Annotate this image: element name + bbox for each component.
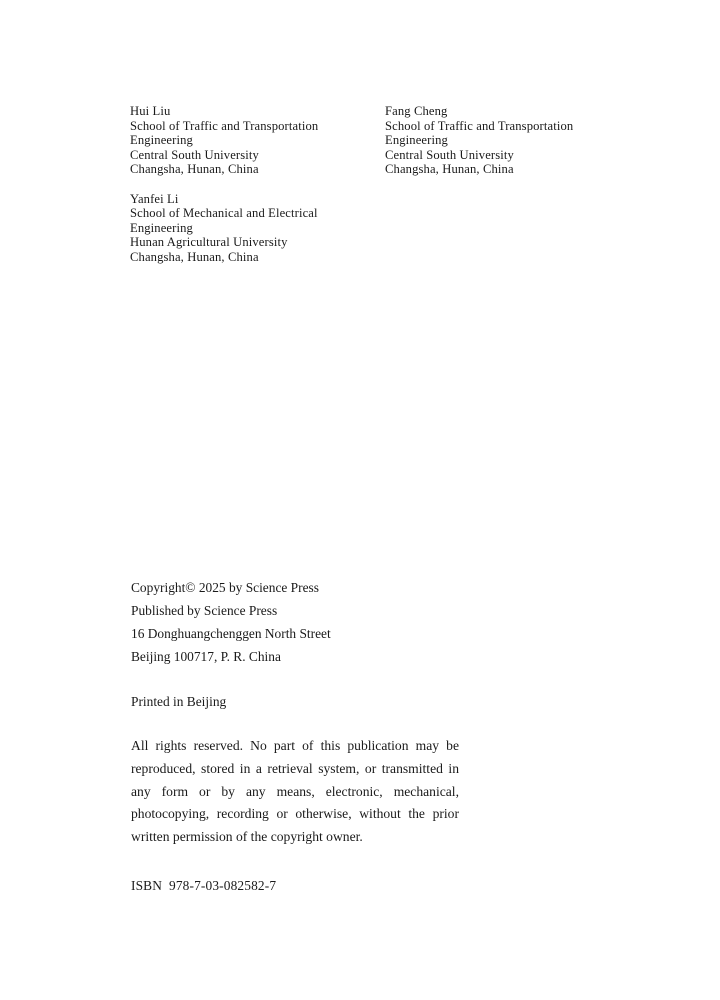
affiliation-line: School of Traffic and Transportation bbox=[130, 118, 319, 133]
copyright-line: Copyright© 2025 by Science Press bbox=[131, 580, 319, 595]
affiliation-line: Central South University bbox=[130, 147, 259, 162]
isbn-line: ISBN 978-7-03-082582-7 bbox=[131, 878, 277, 893]
publisher-line: Published by Science Press bbox=[131, 603, 278, 618]
author-name: Hui Liu bbox=[130, 104, 171, 118]
affiliation-column-right bbox=[385, 104, 590, 177]
affiliation-line: Engineering bbox=[130, 133, 193, 148]
affiliation-column-left bbox=[130, 104, 385, 265]
publisher-city-line: Beijing 100717, P. R. China bbox=[131, 649, 281, 664]
author-affiliations bbox=[130, 104, 590, 265]
rights-reserved-paragraph: All rights reserved. No part of this publication may be reproduced, stored in a retrieval system, or transmitted in any form or by any means, electronic, mechanical, photocopying, recording or otherwise, without the prior written permission of the copyright owner. bbox=[131, 738, 459, 845]
author-block-hui-liu bbox=[130, 104, 385, 177]
publisher-address-line: 16 Donghuangchenggen North Street bbox=[131, 626, 331, 641]
imprint-block bbox=[131, 576, 471, 668]
affiliation-line: Central South University bbox=[385, 147, 514, 162]
affiliation-line: School of Mechanical and Electrical bbox=[130, 206, 318, 221]
affiliation-columns bbox=[130, 104, 590, 265]
author-name: Yanfei Li bbox=[130, 191, 179, 206]
affiliation-line: Changsha, Hunan, China bbox=[130, 162, 259, 177]
affiliation-line: Hunan Agricultural University bbox=[130, 235, 288, 250]
affiliation-line: Changsha, Hunan, China bbox=[385, 162, 514, 177]
author-block-fang-cheng bbox=[385, 104, 590, 177]
author-name: Fang Cheng bbox=[385, 104, 448, 118]
affiliation-line: Engineering bbox=[385, 133, 448, 148]
affiliation-line: Engineering bbox=[130, 220, 193, 235]
printed-in-line: Printed in Beijing bbox=[131, 694, 227, 709]
affiliation-line: School of Traffic and Transportation bbox=[385, 118, 574, 133]
affiliation-line: Changsha, Hunan, China bbox=[130, 249, 259, 264]
author-block-yanfei-li bbox=[130, 192, 385, 265]
